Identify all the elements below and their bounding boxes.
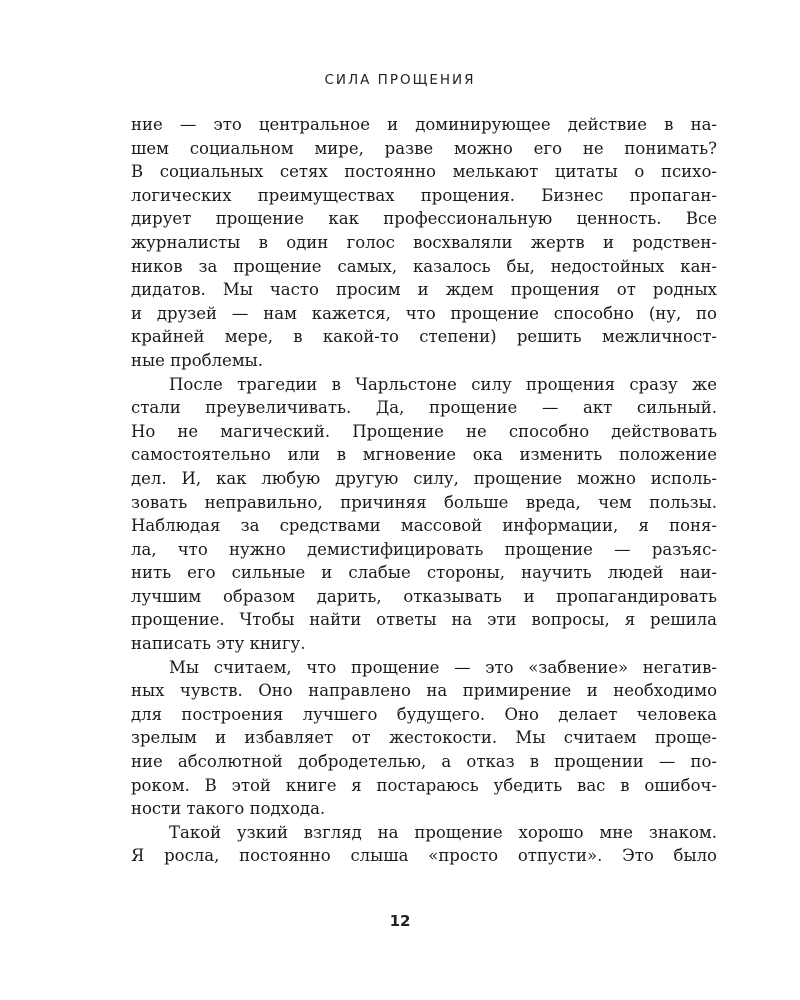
text-line: лучшим образом дарить, отказывать и пропагандировать bbox=[131, 586, 717, 606]
text-line: зрелым и избавляет от жестокости. Мы считаем проще- bbox=[131, 728, 717, 748]
text-line: самостоятельно или в мгновение ока изменить положение bbox=[131, 445, 717, 465]
text-line: написать эту книгу. bbox=[131, 634, 306, 654]
text-line: дел. И, как любую другую силу, прощение можно исполь- bbox=[131, 468, 717, 488]
text-line: После трагедии в Чарльстоне силу прощения сразу же bbox=[169, 374, 717, 394]
text-line: стали преувеличивать. Да, прощение — акт сильный. bbox=[131, 398, 717, 418]
running-head: СИЛА ПРОЩЕНИЯ bbox=[324, 72, 476, 88]
text-line: ние абсолютной добродетелью, а отказ в прощении — по- bbox=[131, 752, 717, 772]
text-line: ности такого подхода. bbox=[131, 799, 326, 819]
text-line: ные проблемы. bbox=[131, 350, 264, 370]
text-line: нить его сильные и слабые стороны, научить людей наи- bbox=[131, 563, 717, 583]
text-line: зовать неправильно, причиняя больше вреда, чем пользы. bbox=[131, 492, 717, 512]
text-line: ние — это центральное и доминирующее действие в на- bbox=[131, 115, 717, 134]
text-line: В социальных сетях постоянно мелькают цитаты о психо- bbox=[131, 162, 717, 182]
text-line: ников за прощение самых, казалось бы, недостойных кан- bbox=[131, 256, 717, 276]
text-line: для построения лучшего будущего. Оно делает человека bbox=[131, 704, 717, 724]
text-line: дирует прощение как профессиональную ценность. Все bbox=[131, 209, 717, 229]
text-line: прощение. Чтобы найти ответы на эти вопросы, я решила bbox=[131, 610, 717, 630]
text-line: шем социальном мире, разве можно его не понимать? bbox=[131, 138, 717, 158]
text-line: ла, что нужно демистифицировать прощение — разъяс- bbox=[131, 539, 717, 559]
text-line: Но не магический. Прощение не способно действовать bbox=[131, 421, 717, 441]
text-line: логических преимуществах прощения. Бизнес пропаган- bbox=[131, 185, 717, 205]
text-line: роком. В этой книге я постараюсь убедить вас в ошибоч- bbox=[131, 775, 717, 795]
text-line: Я росла, постоянно слыша «просто отпусти». Это было bbox=[131, 846, 717, 866]
body-text bbox=[131, 113, 717, 868]
text-line: дидатов. Мы часто просим и ждем прощения от родных bbox=[131, 280, 717, 300]
page-number: 12 bbox=[389, 912, 411, 930]
text-line: Такой узкий взгляд на прощение хорошо мне знаком. bbox=[169, 822, 717, 842]
text-line: журналисты в один голос восхваляли жертв и родствен- bbox=[131, 232, 717, 252]
text-line: ных чувств. Оно направлено на примирение и необходимо bbox=[131, 681, 717, 701]
text-line: крайней мере, в какой-то степени) решить межличност- bbox=[131, 327, 717, 347]
text-line: и друзей — нам кажется, что прощение способно (ну, по bbox=[131, 303, 717, 323]
text-line: Наблюдая за средствами массовой информации, я поня- bbox=[131, 516, 717, 536]
text-line: Мы считаем, что прощение — это «забвение» негатив- bbox=[169, 657, 717, 677]
